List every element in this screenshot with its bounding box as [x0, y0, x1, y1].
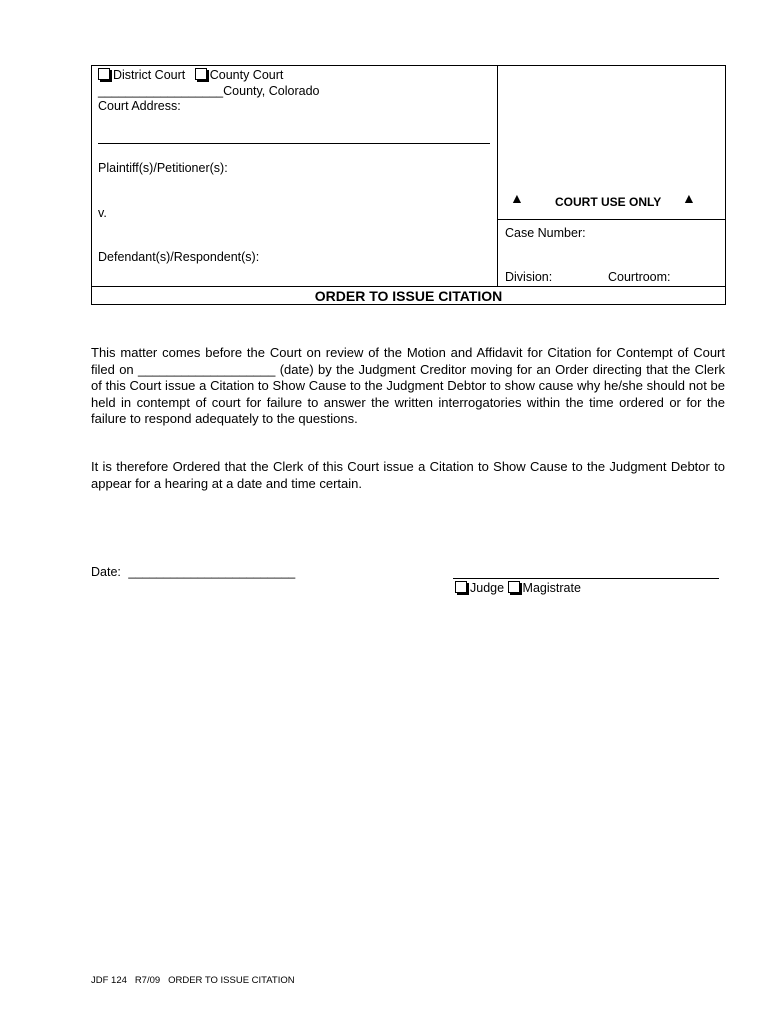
- court-address-line: [98, 143, 490, 144]
- document-title: ORDER TO ISSUE CITATION: [314, 288, 503, 304]
- body-paragraph-2: It is therefore Ordered that the Clerk of this Court issue a Citation to Show Cause to the Judgment Debtor to appear for a hearing at a date and time certain.: [91, 459, 725, 491]
- body-paragraph-1: This matter comes before the Court on review of the Motion and Affidavit for Citation for Contempt of Court filed on ___________________ (date) by the Judgment Creditor moving for an Order directing that the Clerk of this Court issue a Citation to Show Cause to the Judgment Debtor to show cause why he/she should not be held in contempt of court for failure to answer the written interrogatories within the time ordered or for the failure to respond adequately to the questions.: [91, 345, 725, 426]
- court-address-label: Court Address:: [98, 99, 181, 113]
- court-use-divider: [497, 219, 725, 220]
- county-court-label: County Court: [209, 68, 284, 82]
- footer: JDF 124 R7/09 ORDER TO ISSUE CITATION: [91, 975, 295, 986]
- judge-label: Judge: [470, 581, 505, 595]
- judge-magistrate-row: [455, 581, 581, 595]
- county-line: __________________County, Colorado: [98, 84, 320, 98]
- case-number-label: Case Number:: [505, 226, 586, 240]
- up-arrow-icon: ▲: [510, 190, 524, 206]
- plaintiff-label: Plaintiff(s)/Petitioner(s):: [98, 161, 228, 175]
- court-type-row: [98, 68, 283, 82]
- courtroom-label: Courtroom:: [608, 270, 671, 284]
- up-arrow-icon: ▲: [682, 190, 696, 206]
- court-use-only-label: COURT USE ONLY: [555, 195, 662, 209]
- county-court-checkbox[interactable]: [195, 68, 207, 80]
- versus-label: v.: [98, 206, 107, 220]
- caption-bottom-divider: [91, 286, 725, 287]
- caption-divider-vertical: [497, 65, 498, 286]
- division-label: Division:: [505, 270, 553, 284]
- caption-box: [91, 65, 726, 305]
- signature-line[interactable]: [453, 578, 719, 579]
- district-court-checkbox[interactable]: [98, 68, 110, 80]
- magistrate-checkbox[interactable]: [508, 581, 520, 593]
- date-label: Date:: [91, 565, 121, 579]
- district-court-label: District Court: [113, 68, 186, 82]
- magistrate-label: Magistrate: [522, 581, 581, 595]
- date-row: [91, 565, 295, 579]
- defendant-label: Defendant(s)/Respondent(s):: [98, 250, 260, 264]
- judge-checkbox[interactable]: [455, 581, 467, 593]
- date-field[interactable]: ________________________: [128, 565, 296, 579]
